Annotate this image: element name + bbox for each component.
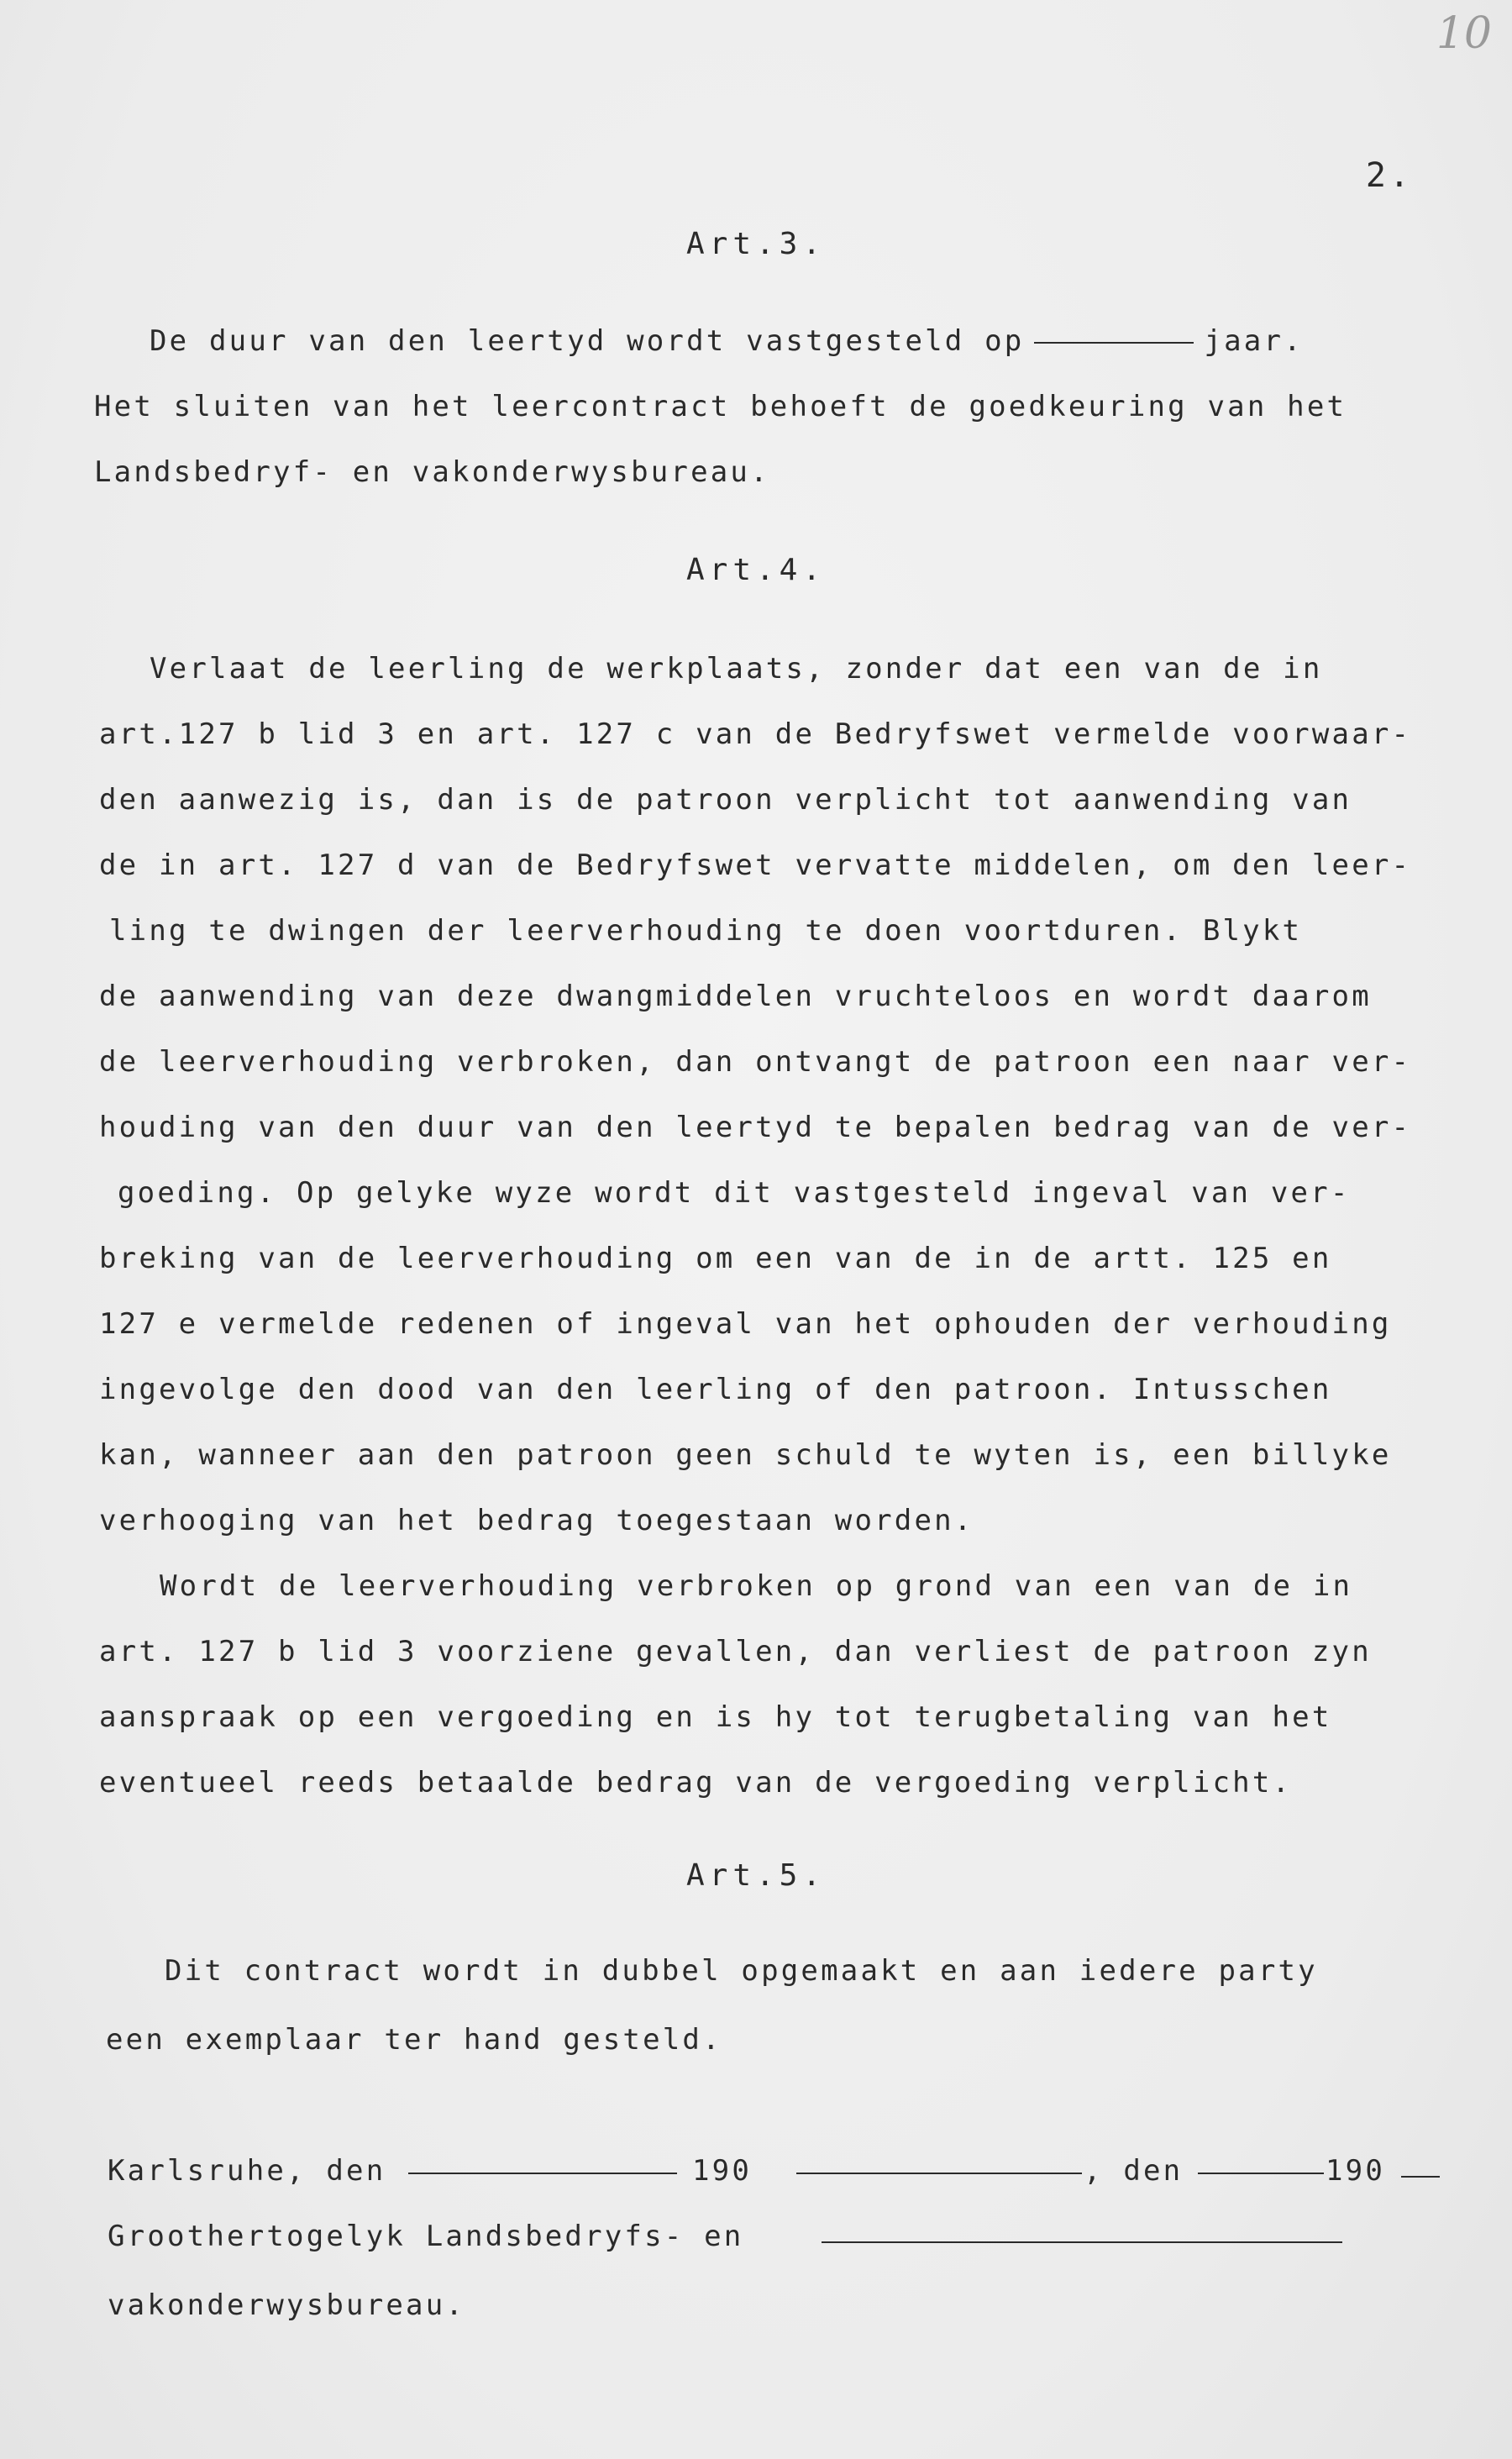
article-5-line-1: Dit contract wordt in dubbel opgemaakt en aan iedere party (165, 1954, 1318, 1988)
article-3-line-1-text: De duur van den leertyd wordt vastgesteld op (150, 324, 1025, 358)
article-4-line: 127 e vermelde redenen of ingeval van het ophouden der verhouding (99, 1307, 1392, 1341)
article-4-line: houding van den duur van den leertyd te bepalen bedrag van de ver- (99, 1111, 1412, 1144)
signature-den: , den (1084, 2154, 1184, 2188)
counterparty-signature-line (822, 2241, 1342, 2243)
article-4-line: den aanwezig is, dan is de patroon verplicht tot aanwending van (99, 783, 1352, 817)
pencil-annotation: 10 (1436, 8, 1492, 59)
article-3-heading: Art.3. (685, 227, 827, 261)
article-4-line: goeding. Op gelyke wyze wordt dit vastgesteld ingeval van ver- (118, 1176, 1351, 1210)
article-4-line: kan, wanneer aan den patroon geen schuld te wyten is, een billyke (99, 1438, 1392, 1472)
date-blank-2 (1198, 2173, 1324, 2174)
article-5-heading: Art.5. (685, 1858, 827, 1893)
article-4-line: ingevolge den dood van den leerling of den patroon. Intusschen (99, 1373, 1332, 1406)
article-4-line: breking van de leerverhouding om een van de in de artt. 125 en (99, 1242, 1332, 1275)
article-3-line-2: Het sluiten van het leercontract behoeft de goedkeuring van het (94, 390, 1347, 423)
article-4-line: de leerverhouding verbroken, dan ontvangt de patroon een naar ver- (99, 1045, 1412, 1079)
article-4-line: de aanwending van deze dwangmiddelen vruchteloos en wordt daarom (99, 980, 1372, 1013)
years-blank (1034, 342, 1194, 344)
signature-place: Karlsruhe, den (108, 2154, 386, 2188)
signature-year-1: 190 (692, 2154, 753, 2188)
article-4-line: verhooging van het bedrag toegestaan worden. (99, 1504, 974, 1537)
article-4-line: ling te dwingen der leerverhouding te doen voortduren. Blykt (109, 914, 1303, 948)
article-4-heading: Art.4. (685, 553, 827, 587)
article-3-line-3: Landsbedryf- en vakonderwysbureau. (94, 455, 770, 489)
article-3-line-1 (150, 324, 1304, 358)
article-5-line-2: een exemplaar ter hand gesteld. (106, 2023, 722, 2057)
article-4-line: Wordt de leerverhouding verbroken op grond van een van de in (160, 1569, 1353, 1603)
page-number: 2. (1365, 156, 1413, 195)
article-4-line: de in art. 127 d van de Bedryfswet vervatte middelen, om den leer- (99, 849, 1412, 882)
authority-line-1: Groothertogelyk Landsbedryfs- en (108, 2220, 744, 2253)
year-blank-2 (1401, 2176, 1440, 2178)
place-blank-2 (796, 2173, 1082, 2174)
article-4-line: Verlaat de leerling de werkplaats, zonder dat een van de in (150, 652, 1323, 686)
article-4-line: art. 127 b lid 3 voorziene gevallen, dan verliest de patroon zyn (99, 1635, 1372, 1668)
article-4-line: eventueel reeds betaalde bedrag van de vergoeding verplicht. (99, 1766, 1293, 1800)
authority-line-2: vakonderwysbureau. (108, 2288, 466, 2322)
article-3-line-1-end: jaar. (1204, 324, 1304, 358)
article-4-line: aanspraak op een vergoeding en is hy tot terugbetaling van het (99, 1700, 1332, 1734)
date-blank-1 (408, 2173, 677, 2174)
article-4-line: art.127 b lid 3 en art. 127 c van de Bedryfswet vermelde voorwaar- (99, 717, 1412, 751)
signature-year-2: 190 (1326, 2154, 1386, 2188)
